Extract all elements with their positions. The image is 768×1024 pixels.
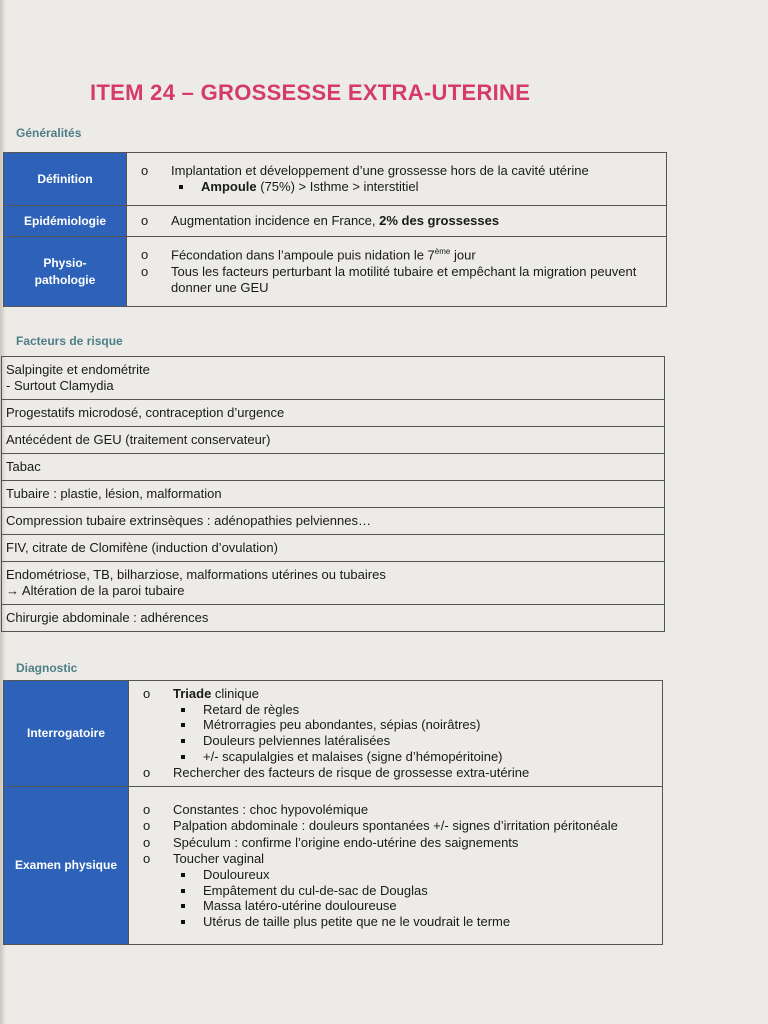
list-item: o Tous les facteurs perturbant la motilité tubaire et empêchant la migration peuvent donner une GEU bbox=[141, 264, 658, 295]
table-row: Antécédent de GEU (traitement conservateur) bbox=[2, 427, 665, 454]
table-row-examen-physique bbox=[4, 787, 663, 945]
table-row: Compression tubaire extrinsèques : adénopathies pelviennes… bbox=[2, 508, 665, 535]
table-row-epidemiologie bbox=[4, 206, 667, 237]
list-item: Métrorragies peu abondantes, sépias (noirâtres) bbox=[173, 717, 654, 733]
list-item: Empâtement du cul-de-sac de Douglas bbox=[173, 883, 654, 899]
table-row: Tabac bbox=[2, 454, 665, 481]
row-body-interrogatoire bbox=[129, 681, 663, 787]
list-item: o Rechercher des facteurs de risque de grossesse extra-utérine bbox=[143, 765, 654, 781]
list-item: o Triade clinique Retard de règles Métrorragies peu abondantes, sépias (noirâtres) Douleurs pelviennes latéralisées +/- scapulalgies et malaises (signe d’hémopéritoine) bbox=[143, 686, 654, 764]
row-body-examen-physique bbox=[129, 787, 663, 945]
page-title: ITEM 24 – GROSSESSE EXTRA-UTERINE bbox=[90, 80, 531, 105]
row-header-examen-physique: Examen physique bbox=[4, 787, 129, 945]
section-title-generalites: Généralités bbox=[16, 126, 82, 140]
list-item: o Implantation et développement d’une grossesse hors de la cavité utérine Ampoule (75%) > Isthme > interstitiel bbox=[141, 163, 658, 194]
table-row: Endométriose, TB, bilharziose, malformations utérines ou tubaires → Altération de la paroi tubaire bbox=[2, 562, 665, 605]
section-title-facteurs: Facteurs de risque bbox=[16, 334, 123, 348]
list-item: o Fécondation dans l’ampoule puis nidation le 7ème jour bbox=[141, 247, 658, 263]
list-item: o Palpation abdominale : douleurs spontanées +/- signes d’irritation péritonéale bbox=[143, 818, 654, 834]
list-item: o Constantes : choc hypovolémique bbox=[143, 802, 654, 818]
list-item: o Toucher vaginal Douloureux Empâtement du cul-de-sac de Douglas Massa latéro-utérine douloureuse Utérus de taille plus petite que ne le voudrait le terme bbox=[143, 851, 654, 929]
list-item: Retard de règles bbox=[173, 702, 654, 718]
row-header-physiopathologie: Physio- pathologie bbox=[4, 237, 127, 307]
list-item: o Spéculum : confirme l’origine endo-utérine des saignements bbox=[143, 835, 654, 851]
row-header-definition: Définition bbox=[4, 153, 127, 206]
row-body-definition bbox=[127, 153, 667, 206]
table-row: Progestatifs microdosé, contraception d’urgence bbox=[2, 400, 665, 427]
list-item: Utérus de taille plus petite que ne le voudrait le terme bbox=[173, 914, 654, 930]
list-item: Douloureux bbox=[173, 867, 654, 883]
facteurs-table bbox=[1, 356, 665, 632]
table-row-physiopathologie bbox=[4, 237, 667, 307]
list-item: Massa latéro-utérine douloureuse bbox=[173, 898, 654, 914]
generalites-table bbox=[3, 152, 667, 307]
row-body-physiopathologie bbox=[127, 237, 667, 307]
row-body-epidemiologie bbox=[127, 206, 667, 237]
list-item: Douleurs pelviennes latéralisées bbox=[173, 733, 654, 749]
section-title-diagnostic: Diagnostic bbox=[16, 661, 78, 675]
table-row: Chirurgie abdominale : adhérences bbox=[2, 605, 665, 632]
list-item: o Augmentation incidence en France, 2% des grossesses bbox=[141, 213, 658, 229]
list-item: Ampoule (75%) > Isthme > interstitiel bbox=[171, 179, 658, 195]
table-row-interrogatoire bbox=[4, 681, 663, 787]
row-header-epidemiologie: Epidémiologie bbox=[4, 206, 127, 237]
row-header-interrogatoire: Interrogatoire bbox=[4, 681, 129, 787]
diagnostic-table bbox=[3, 680, 663, 945]
table-row: Salpingite et endométrite - Surtout Clamydia bbox=[2, 357, 665, 400]
table-row: FIV, citrate de Clomifène (induction d’ovulation) bbox=[2, 535, 665, 562]
list-item: +/- scapulalgies et malaises (signe d’hémopéritoine) bbox=[173, 749, 654, 765]
table-row: Tubaire : plastie, lésion, malformation bbox=[2, 481, 665, 508]
table-row-definition bbox=[4, 153, 667, 206]
